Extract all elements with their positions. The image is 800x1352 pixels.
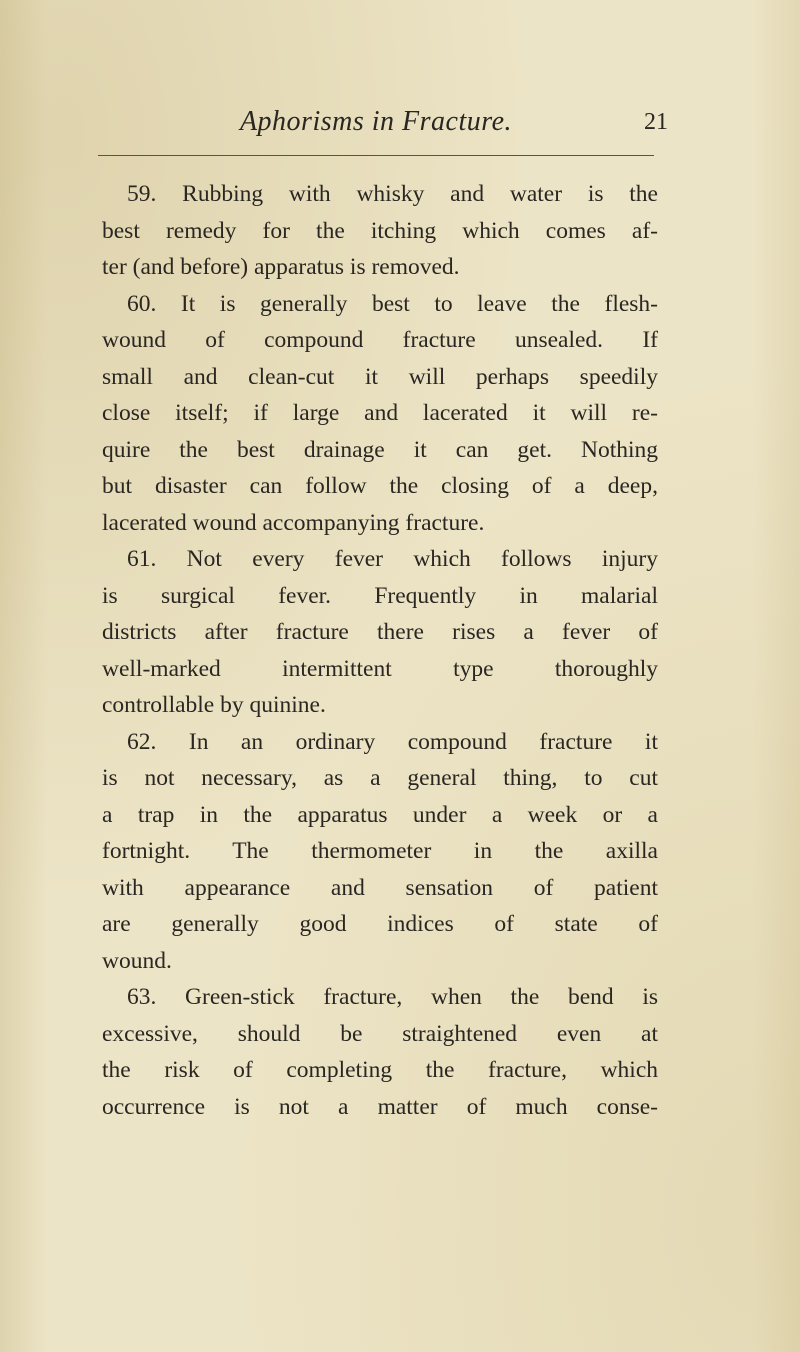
text-line: 62. In an ordinary compound fracture it [127,728,658,755]
body-text [102,176,658,1125]
text-line: fortnight. The thermometer in the axilla [102,838,658,864]
text-line: wound. [102,947,172,974]
text-line: lacerated wound accompanying fracture. [102,509,485,536]
text-line: with appearance and sensation of patient [102,874,658,901]
text-line: 60. It is generally best to leave the flesh- [127,290,658,317]
text-line: are generally good indices of state of [102,911,658,937]
text-line: districts after fracture there rises a fever of [102,619,658,645]
text-line: well-marked intermittent type thoroughly [102,655,658,682]
text-line: ter (and before) apparatus is removed. [102,254,460,280]
text-line: excessive, should be straightened even at [102,1020,658,1047]
text-line: small and clean-cut it will perhaps speedily [102,363,658,390]
text-line: 59. Rubbing with whisky and water is the [127,181,658,207]
text-line: is not necessary, as a general thing, to cut [102,765,658,791]
text-line: controllable by quinine. [102,692,326,718]
text-line: best remedy for the itching which comes af- [102,217,658,244]
running-title: Aphorisms in Fracture. [239,106,513,137]
text-line: 63. Green-stick fracture, when the bend is [127,984,658,1010]
text-line: quire the best drainage it can get. Nothing [102,436,658,463]
header-rule [98,155,654,156]
running-head [96,100,668,144]
text-line: the risk of completing the fracture, which [102,1057,658,1083]
text-line: 61. Not every fever which follows injury [127,546,658,572]
text-line: is surgical fever. Frequently in malarial [102,582,658,609]
page-number: 21 [644,109,668,135]
text-line: a trap in the apparatus under a week or a [102,801,658,828]
text-line: close itself; if large and lacerated it will re- [102,400,658,426]
text-line: but disaster can follow the closing of a deep, [102,473,658,499]
text-line: wound of compound fracture unsealed. If [102,327,658,353]
text-line: occurrence is not a matter of much conse- [102,1093,658,1120]
